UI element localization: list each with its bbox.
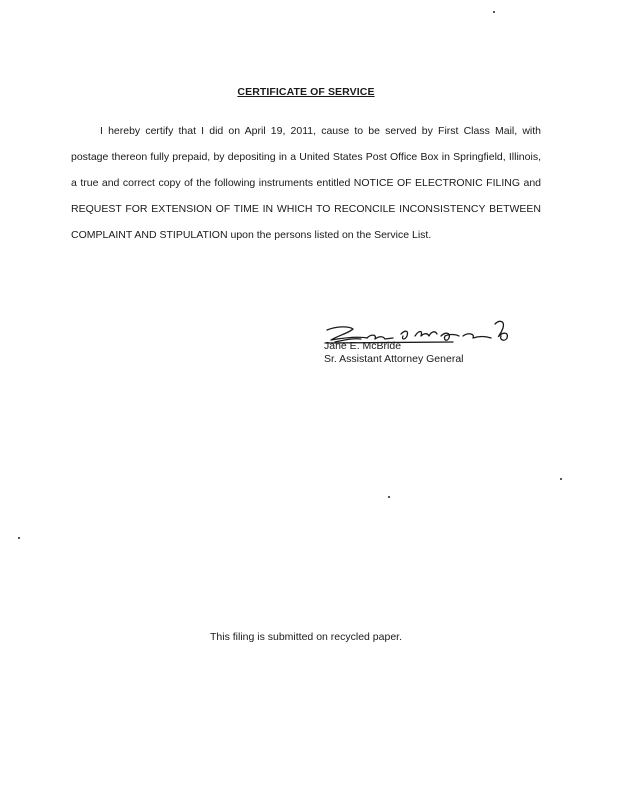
- signer-title: Sr. Assistant Attorney General: [324, 353, 464, 365]
- scan-speck: [388, 496, 390, 498]
- scan-speck: [18, 537, 20, 539]
- scan-speck: [493, 11, 495, 13]
- scan-speck: [560, 478, 562, 480]
- certification-paragraph: I hereby certify that I did on April 19, 2011, cause to be served by First Class Mail, with postage thereon fully prepaid, by depositing in a United States Post Office Box in Springfield, Illinois, a true and correct copy of the following instruments entitled NOTICE OF ELECTRONIC FILING and REQUEST FOR EXTENSION OF TIME IN WHICH TO RECONCILE INCONSISTENCY BETWEEN COMPLAINT AND STIPULATION upon the persons listed on the Service List.: [71, 125, 541, 241]
- recycled-paper-note: This filing is submitted on recycled paper.: [209, 631, 402, 643]
- signer-name: Jane E. McBride: [324, 340, 402, 352]
- certificate-title: CERTIFICATE OF SERVICE: [237, 86, 375, 98]
